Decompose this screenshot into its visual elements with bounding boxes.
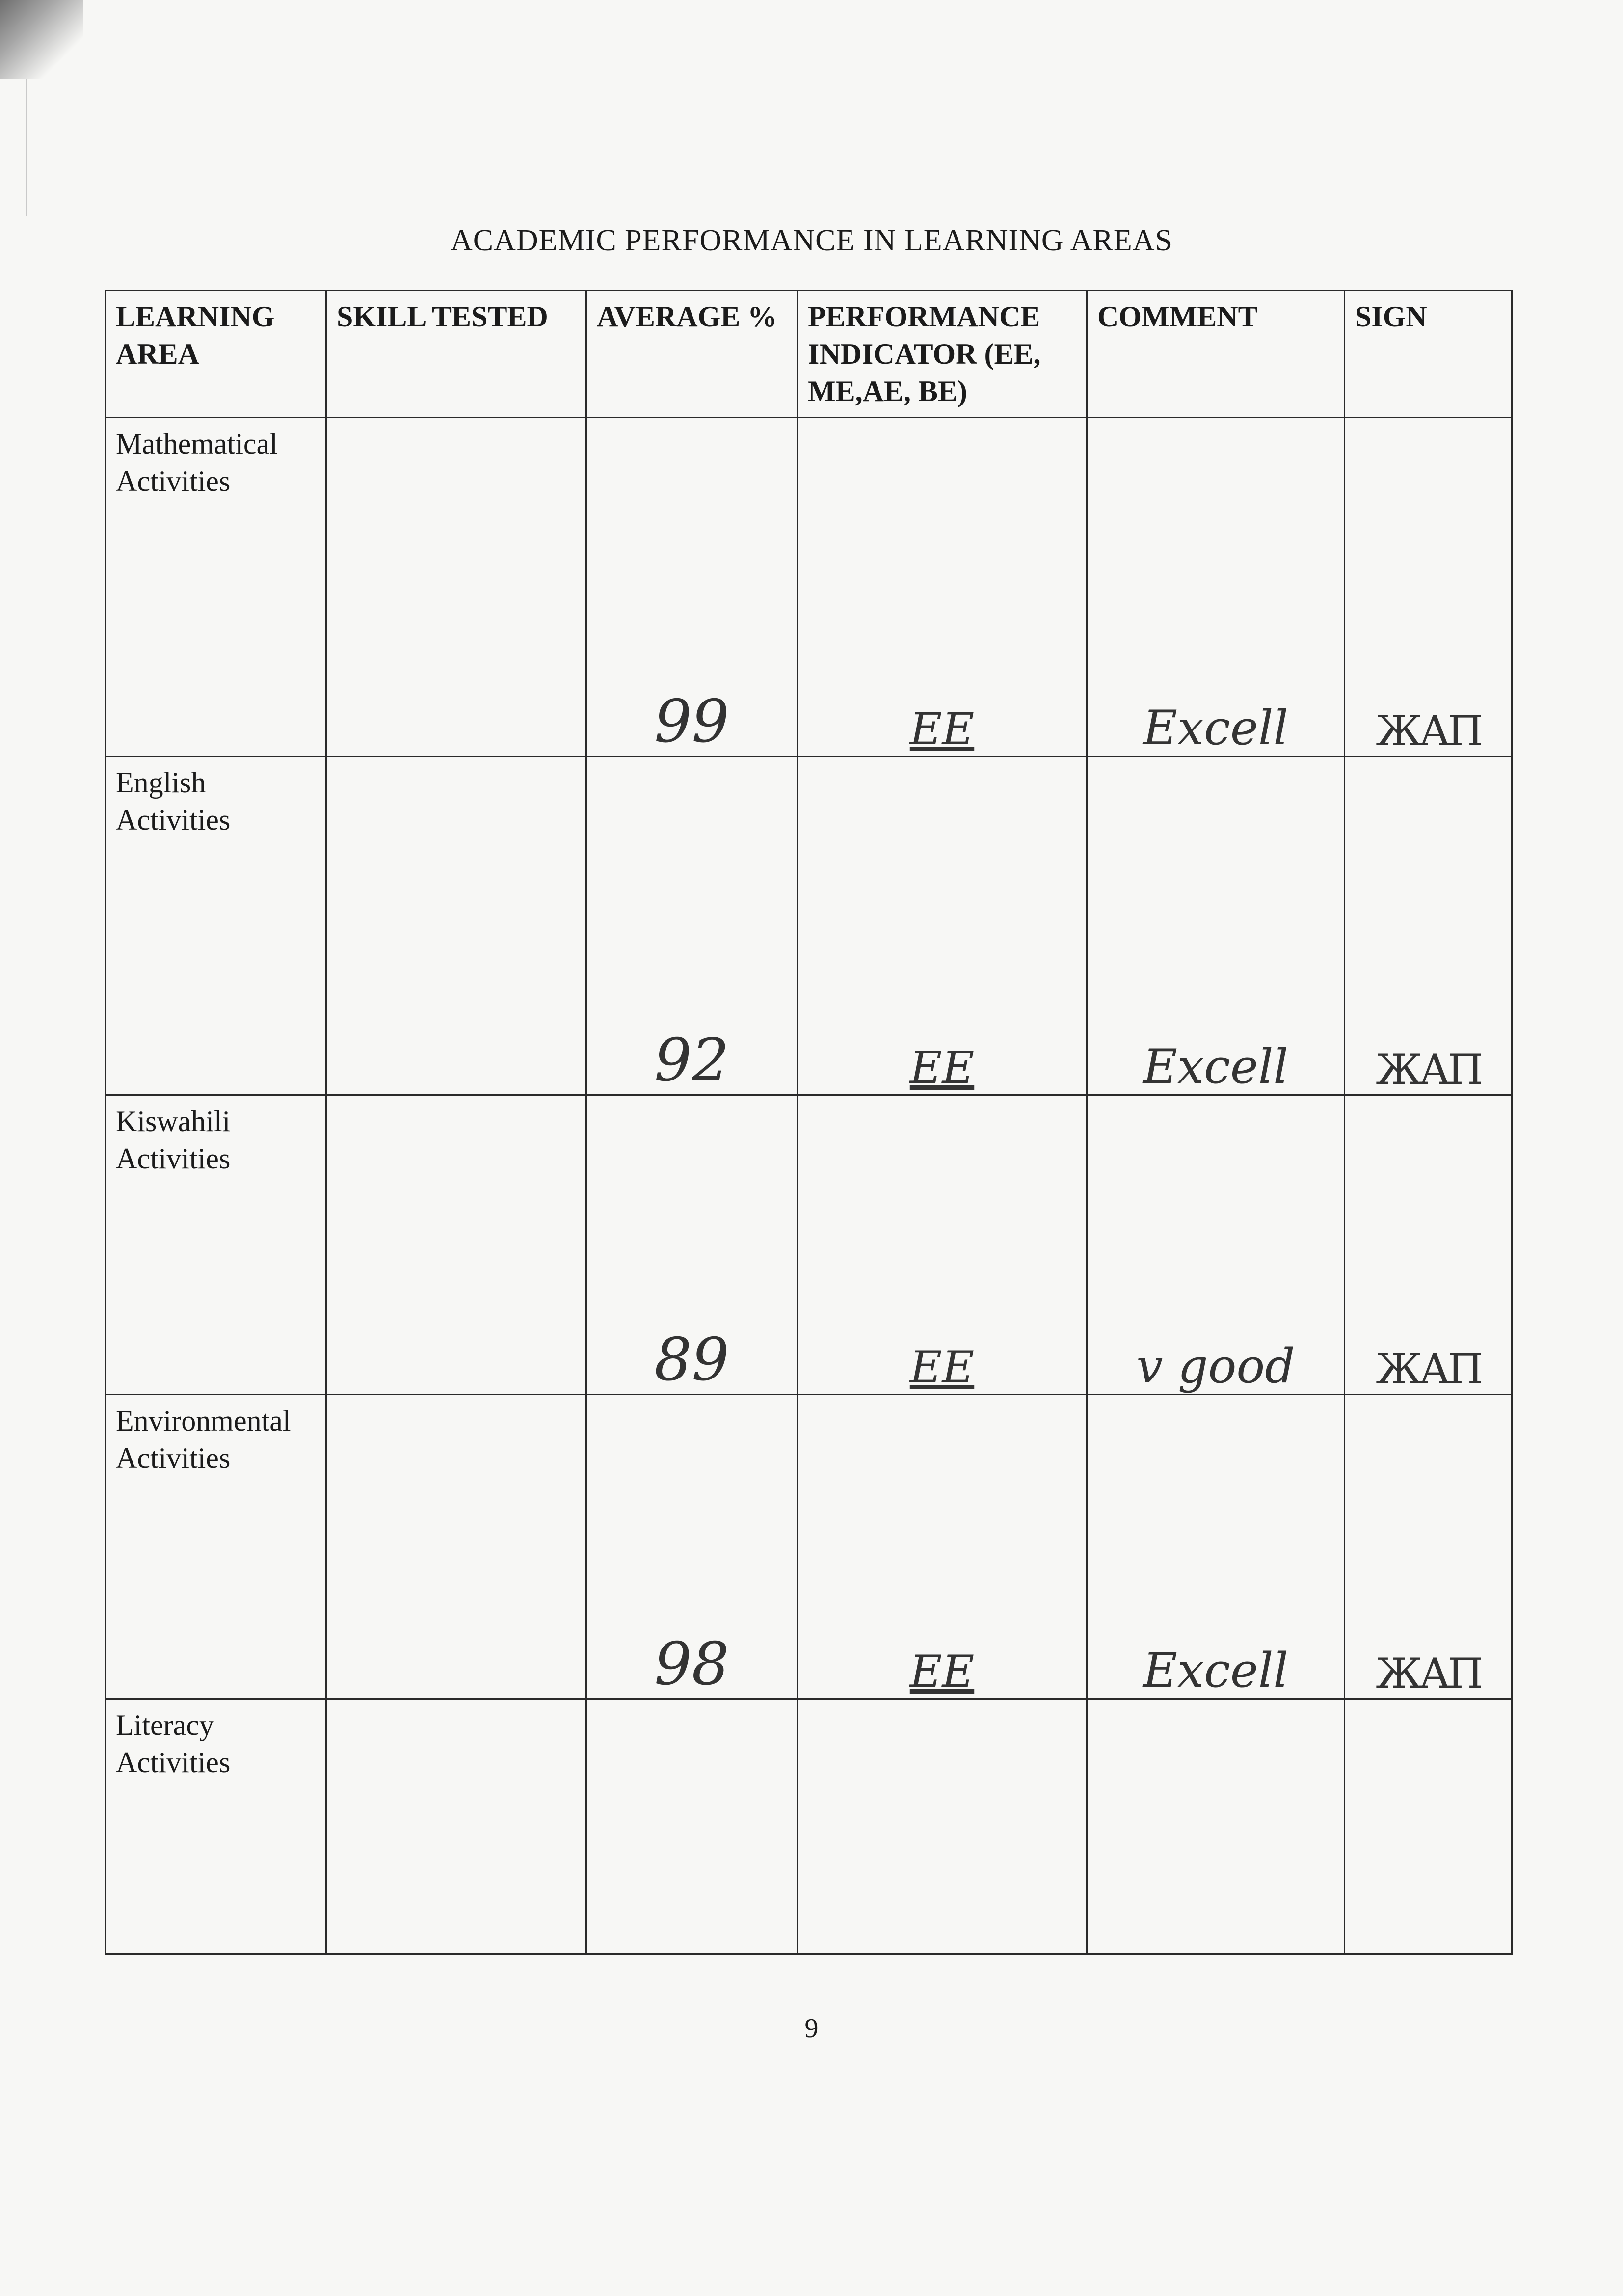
cell-skill-tested xyxy=(326,418,586,756)
scan-shadow-corner xyxy=(0,0,83,79)
cell-comment xyxy=(1087,1699,1345,1954)
cell-comment xyxy=(1087,1395,1345,1699)
cell-comment xyxy=(1087,1095,1345,1395)
header-average: AVERAGE % xyxy=(586,291,798,418)
cell-sign xyxy=(1345,756,1512,1095)
cell-average xyxy=(586,1699,798,1954)
cell-average xyxy=(586,1395,798,1699)
header-sign: SIGN xyxy=(1345,291,1512,418)
performance-table xyxy=(105,290,1513,1955)
indicator-handwritten: EE xyxy=(909,1042,975,1094)
learning-area-label: Kiswahili Activities xyxy=(116,1105,231,1175)
learning-area-label: Mathematical Activities xyxy=(116,428,278,497)
average-handwritten: 89 xyxy=(654,1326,729,1394)
cell-skill-tested xyxy=(326,1095,586,1395)
cell-indicator xyxy=(798,1095,1087,1395)
average-handwritten: 92 xyxy=(654,1026,729,1095)
cell-learning-area xyxy=(106,756,326,1095)
cell-learning-area xyxy=(106,1095,326,1395)
cell-sign xyxy=(1345,418,1512,756)
cell-skill-tested xyxy=(326,1395,586,1699)
indicator-handwritten: EE xyxy=(909,1342,975,1393)
cell-indicator xyxy=(798,1395,1087,1699)
table-header-row xyxy=(106,291,1512,418)
cell-sign xyxy=(1345,1395,1512,1699)
table-row xyxy=(106,1395,1512,1699)
cell-indicator xyxy=(798,1699,1087,1954)
average-handwritten: 98 xyxy=(654,1630,729,1699)
average-handwritten: 99 xyxy=(654,688,729,756)
cell-learning-area xyxy=(106,1395,326,1699)
signature: ЖАП xyxy=(1376,707,1481,755)
page-title: ACADEMIC PERFORMANCE IN LEARNING AREAS xyxy=(451,224,1172,257)
learning-area-label: Literacy Activities xyxy=(116,1709,231,1779)
indicator-handwritten: EE xyxy=(909,1646,975,1698)
comment-handwritten: Excell xyxy=(1143,1643,1289,1698)
page-number: 9 xyxy=(804,2013,819,2044)
cell-skill-tested xyxy=(326,756,586,1095)
table-row xyxy=(106,1699,1512,1954)
cell-comment xyxy=(1087,756,1345,1095)
signature: ЖАП xyxy=(1376,1345,1481,1393)
scan-edge-mark xyxy=(26,79,27,216)
comment-handwritten: Excell xyxy=(1143,701,1289,756)
table-row xyxy=(106,1095,1512,1395)
cell-learning-area xyxy=(106,1699,326,1954)
cell-learning-area xyxy=(106,418,326,756)
signature: ЖАП xyxy=(1376,1046,1481,1094)
comment-handwritten: Excell xyxy=(1143,1039,1289,1094)
indicator-handwritten: EE xyxy=(909,703,975,755)
cell-indicator xyxy=(798,756,1087,1095)
cell-comment xyxy=(1087,418,1345,756)
cell-average xyxy=(586,756,798,1095)
learning-area-label: English Activities xyxy=(116,766,231,836)
table-row xyxy=(106,756,1512,1095)
cell-average xyxy=(586,1095,798,1395)
learning-area-label: Environmental Activities xyxy=(116,1405,291,1474)
header-skill-tested: SKILL TESTED xyxy=(326,291,586,418)
cell-sign xyxy=(1345,1699,1512,1954)
table-row xyxy=(106,418,1512,756)
cell-sign xyxy=(1345,1095,1512,1395)
cell-average xyxy=(586,418,798,756)
header-performance-indicator: PERFORMANCE INDICATOR (EE, ME,AE, BE) xyxy=(798,291,1087,418)
cell-indicator xyxy=(798,418,1087,756)
header-learning-area: LEARNING AREA xyxy=(106,291,326,418)
cell-skill-tested xyxy=(326,1699,586,1954)
header-comment: COMMENT xyxy=(1087,291,1345,418)
comment-handwritten: v good xyxy=(1136,1339,1295,1394)
signature: ЖАП xyxy=(1376,1649,1481,1698)
